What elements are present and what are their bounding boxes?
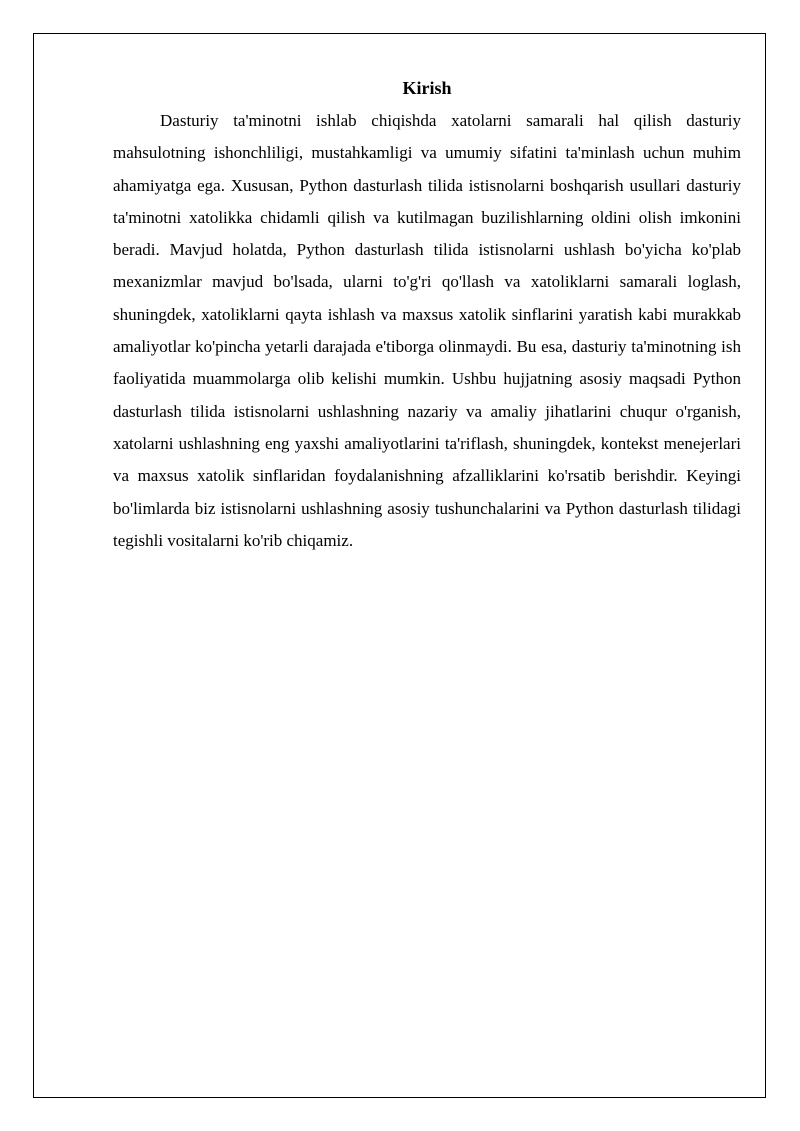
document-body: [113, 76, 741, 557]
body-paragraph: Dasturiy ta'minotni ishlab chiqishda xatolarni samarali hal qilish dasturiy mahsulotning ishonchliligi, mustahkamligi va umumiy sifatini ta'minlash uchun muhim ahamiyatga ega. Xususan, Python dasturlash tilida istisnolarni boshqarish usullari dasturiy ta'minotni xatolikka chidamli qilish va kutilmagan buzilishlarning oldini olish imkonini beradi. Mavjud holatda, Python dasturlash tilida istisnolarni ushlash bo'yicha ko'plab mexanizmlar mavjud bo'lsada, ularni to'g'ri qo'llash va xatoliklarni samarali loglash, shuningdek, xatoliklarni qayta ishlash va maxsus xatolik sinflarini yaratish kabi murakkab amaliyotlar ko'pincha yetarli darajada e'tiborga olinmaydi. Bu esa, dasturiy ta'minotning ish faoliyatida muammolarga olib kelishi mumkin. Ushbu hujjatning asosiy maqsadi Python dasturlash tilida istisnolarni ushlashning nazariy va amaliy jihatlarini chuqur o'rganish, xatolarni ushlashning eng yaxshi amaliyotlarini ta'riflash, shuningdek, kontekst menejerlari va maxsus xatolik sinflaridan foydalanishning afzalliklarini ko'rsatib berishdir. Keyingi bo'limlarda biz istisnolarni ushlashning asosiy tushunchalarini va Python dasturlash tilidagi tegishli vositalarni ko'rib chiqamiz.: [113, 111, 741, 550]
section-heading: Kirish: [402, 78, 452, 98]
